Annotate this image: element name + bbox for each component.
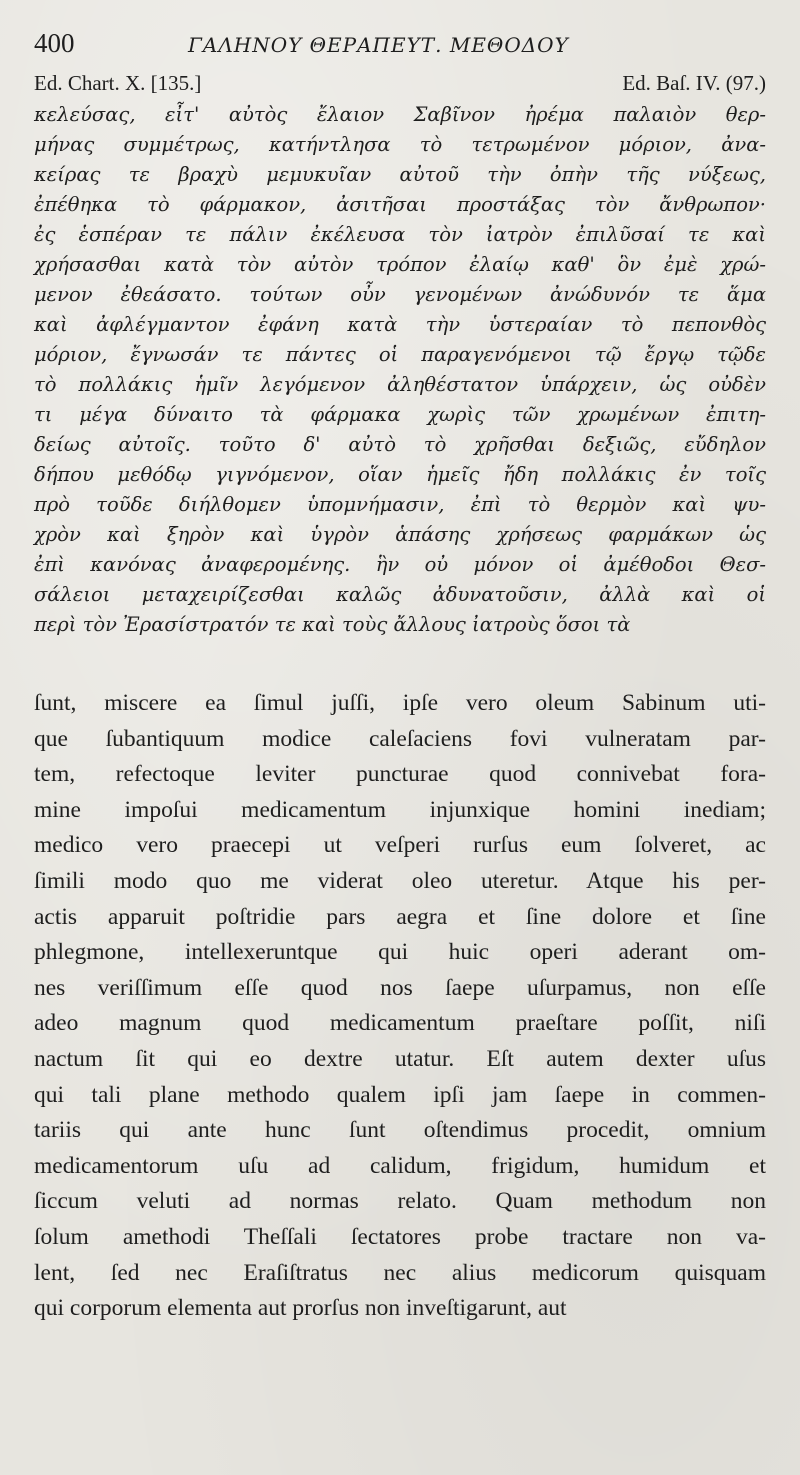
greek-line: μενον ἐθεάσατο. τούτων οὖν γενομένων ἀνώδυνόν τε ἅμα <box>34 283 766 306</box>
greek-text-block <box>34 100 766 640</box>
latin-line: phlegmone, intellexeruntque qui huic operi aderant om- <box>34 939 766 966</box>
greek-line: τὸ πολλάκις ἡμῖν λεγόμενον ἀληθέστατον ὑπάρχειν, ὡς οὐδὲν <box>34 373 766 396</box>
latin-line: ſolum amethodi Theſſali ſectatores probe tractare non va- <box>34 1223 766 1250</box>
page-number: 400 <box>34 28 75 58</box>
latin-line: lent, ſed nec Eraſiſtratus nec alius medicorum quisquam <box>34 1259 766 1286</box>
latin-line: mine impoſui medicamentum injunxique homini inediam; <box>34 796 766 823</box>
edition-basel-reference: Ed. Baſ. IV. (97.) <box>622 71 766 95</box>
latin-line: nes veriſſimum eſſe quod nos ſaepe uſurpamus, non eſſe <box>34 974 766 1001</box>
latin-line: nactum ſit qui eo dextre utatur. Eſt autem dexter uſus <box>34 1045 766 1072</box>
greek-line: ἐς ἑσπέραν τε πάλιν ἐκέλευσα τὸν ἰατρὸν ἐπιλῦσαί τε καὶ <box>34 223 766 246</box>
latin-line: adeo magnum quod medicamentum praeſtare poſſit, niſi <box>34 1010 766 1037</box>
latin-line: tariis qui ante hunc ſunt oſtendimus procedit, omnium <box>34 1117 766 1144</box>
greek-line: μόριον, ἔγνωσάν τε πάντες οἱ παραγενόμενοι τῷ ἔργῳ τῷδε <box>34 343 766 366</box>
greek-line: χρήσασθαι κατὰ τὸν αὐτὸν τρόπον ἐλαίῳ καθ' ὃν ἐμὲ χρώ- <box>34 253 766 276</box>
greek-line: χρὸν καὶ ξηρὸν καὶ ὑγρὸν ἁπάσης χρήσεως φαρμάκων ὡς <box>34 523 766 546</box>
greek-line: δείως αὐτοῖς. τοῦτο δ' αὐτὸ τὸ χρῆσθαι δεξιῶς, εὔδηλον <box>34 433 766 456</box>
latin-text-block <box>34 686 766 1327</box>
greek-line: μήνας συμμέτρως, κατήντλησα τὸ τετρωμένον μόριον, ἀνα- <box>34 133 766 156</box>
greek-line: δήπου μεθόδῳ γιγνόμενον, οἵαν ἡμεῖς ἤδη πολλάκις ἐν τοῖς <box>34 463 766 486</box>
latin-line: medico vero praecepi ut veſperi rurſus eum ſolveret, ac <box>34 832 766 859</box>
greek-line: κείρας τε βραχὺ μεμυκυῖαν αὐτοῦ τὴν ὀπὴν τῆς νύξεως, <box>34 163 766 186</box>
latin-line: qui tali plane methodo qualem ipſi jam ſaepe in commen- <box>34 1081 766 1108</box>
greek-line: ἐπὶ κανόνας ἀναφερομένης. ἣν οὐ μόνον οἱ ἀμέθοδοι Θεσ- <box>34 553 766 576</box>
greek-line: πρὸ τοῦδε διήλθομεν ὑπομνήμασιν, ἐπὶ τὸ θερμὸν καὶ ψυ- <box>34 493 766 516</box>
greek-line: καὶ ἀφλέγμαντον ἐφάνη κατὰ τὴν ὑστεραίαν τὸ πεπονθὸς <box>34 313 766 336</box>
latin-line: tem, refectoque leviter puncturae quod connivebat fora- <box>34 761 766 788</box>
running-title: ΓΑΛΗΝΟΥ ΘΕΡΑΠΕΥΤ. ΜΕΘΟΔΟΥ <box>188 33 569 57</box>
latin-line: actis apparuit poſtridie pars aegra et ſine dolore et ſine <box>34 903 766 930</box>
greek-line: ἐπέθηκα τὸ φάρμακον, ἀσιτῆσαι προστάξας τὸν ἄνθρωπον· <box>34 193 766 216</box>
greek-line: περὶ τὸν Ἐρασίστρατόν τε καὶ τοὺς ἄλλους ἰατροὺς ὅσοι τὰ <box>34 613 631 636</box>
latin-line: que ſubantiquum modice caleſaciens fovi vulneratam par- <box>34 725 766 752</box>
latin-line: ſunt, miscere ea ſimul juſſi, ipſe vero oleum Sabinum uti- <box>34 690 766 716</box>
page-header <box>34 28 766 68</box>
latin-line: medicamentorum uſu ad calidum, frigidum, humidum et <box>34 1152 766 1179</box>
greek-line: τι μέγα δύναιτο τὰ φάρμακα χωρὶς τῶν χρωμένων ἐπιτη- <box>34 403 766 426</box>
greek-line: κελεύσας, εἶτ' αὐτὸς ἔλαιον Σαβῖνον ἠρέμα παλαιὸν θερ- <box>34 103 766 126</box>
latin-line: qui corporum elementa aut prorſus non inveſtigarunt, aut <box>34 1295 567 1322</box>
latin-line: ſimili modo quo me viderat oleo uteretur. Atque his per- <box>34 867 766 894</box>
edition-references <box>34 68 766 98</box>
edition-chart-reference: Ed. Chart. X. [135.] <box>34 71 202 95</box>
latin-line: ſiccum veluti ad normas relato. Quam methodum non <box>34 1188 766 1215</box>
greek-line: σάλειοι μεταχειρίζεσθαι καλῶς ἀδυνατοῦσιν, ἀλλὰ καὶ οἱ <box>34 583 766 606</box>
